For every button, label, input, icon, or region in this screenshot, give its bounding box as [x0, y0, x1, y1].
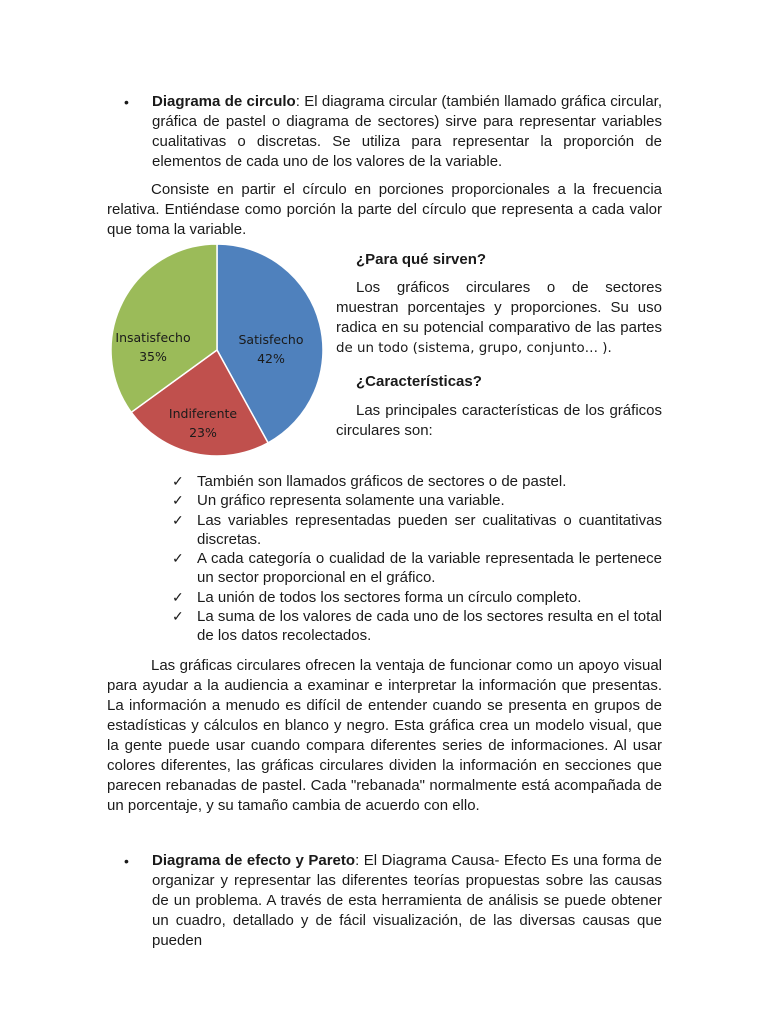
list-item: ✓ También son llamados gráficos de sectores o de pastel.: [172, 473, 567, 490]
check-icon: ✓: [172, 550, 184, 567]
para-que-sirven-text-a: Los gráficos circulares o de sectores muestran porcentajes y proporciones. Su uso radica en su potencial comparativo de las partes: [336, 279, 662, 336]
pie-value-satisfecho: 42%: [257, 351, 285, 366]
pie-label-satisfecho: Satisfecho: [238, 332, 304, 347]
intro-paragraph: Consiste en partir el círculo en porciones proporcionales a la frecuencia relativa. Entiéndase como porción la parte del círculo que representa a cada valor que toma la variable.: [107, 181, 662, 238]
term-diagrama-circulo: Diagrama de circulo: [152, 93, 296, 110]
check-icon: ✓: [172, 473, 184, 489]
long-paragraph: Las gráficas circulares ofrecen la ventaja de funcionar como un apoyo visual para ayudar a la audiencia a examinar e interpretar la información que presentas. La información a menudo es difícil de entender cuando se presenta en grupos de estadísticas y cálculos en blanco y negro. Esta gráfica crea un modelo visual, que la gente puede usar cuando compara diferentes series de informaciones. Al usar colores diferentes, las gráficas circulares dividen la información en secciones que parecen rebanadas de pastel. Cada "rebanada" normalmente está acompañada de un porcentaje, y su tamaño cambia de acuerdo con ello.: [107, 657, 662, 814]
bullet-icon: •: [124, 94, 129, 110]
list-item: ✓ La unión de todos los sectores forma un círculo completo.: [172, 588, 582, 606]
pie-chart: [104, 237, 330, 463]
bullet-icon: •: [124, 853, 129, 869]
list-item: ✓ Las variables representadas pueden ser cualitativas o cuantitativas discretas.: [172, 511, 662, 548]
check-icon: ✓: [172, 511, 184, 528]
term-diagrama-efecto-pareto: Diagrama de efecto y Pareto: [152, 852, 356, 869]
definition-diagrama-circulo: : El diagrama circular (también llamado gráfica circular, gráfica de pastel o diagrama de sectores) sirve para representar variables cualitativas o discretas. Se utiliza para representar la proporción de elementos de cada uno de los valores de la variable.: [152, 93, 662, 170]
heading-caracteristicas: ¿Características?: [356, 373, 482, 390]
check-icon: ✓: [172, 492, 184, 509]
pie-value-indiferente: 23%: [189, 425, 217, 440]
check-icon: ✓: [172, 608, 184, 625]
pie-label-insatisfecho: Insatisfecho: [115, 330, 191, 345]
caracteristicas-text: Las principales características de los gráficos circulares son:: [336, 402, 662, 439]
list-item: ✓ A cada categoría o cualidad de la variable representada le pertenece un sector proporcional en el gráfico.: [172, 550, 662, 587]
para-que-sirven-text-b: de un todo (sistema, grupo, conjunto… ).: [336, 341, 612, 356]
definition-diagrama-efecto-pareto: : El Diagrama Causa- Efecto Es una forma de organizar y representar las diferentes teorías propuestas sobre las causas de un problema. A través de esta herramienta de análisis se puede obtener un cuadro, detallado y de fácil visualización, de las diversas causas que pueden: [152, 852, 662, 949]
check-icon: ✓: [172, 588, 184, 605]
right-column: [336, 250, 662, 441]
list-item: ✓ La suma de los valores de cada uno de los sectores resulta en el total de los datos recolectados.: [172, 608, 662, 645]
para-que-sirven-text: [336, 278, 662, 359]
pie-label-indiferente: Indiferente: [168, 406, 238, 421]
bullet-diagrama-circulo: [124, 92, 662, 172]
bullet-diagrama-efecto-pareto: [124, 851, 662, 951]
pie-value-insatisfecho: 35%: [139, 349, 167, 364]
heading-para-que-sirven: ¿Para qué sirven?: [356, 251, 487, 268]
caracteristicas-checklist: [172, 472, 662, 646]
list-item: ✓ Un gráfico representa solamente una variable.: [172, 492, 505, 510]
